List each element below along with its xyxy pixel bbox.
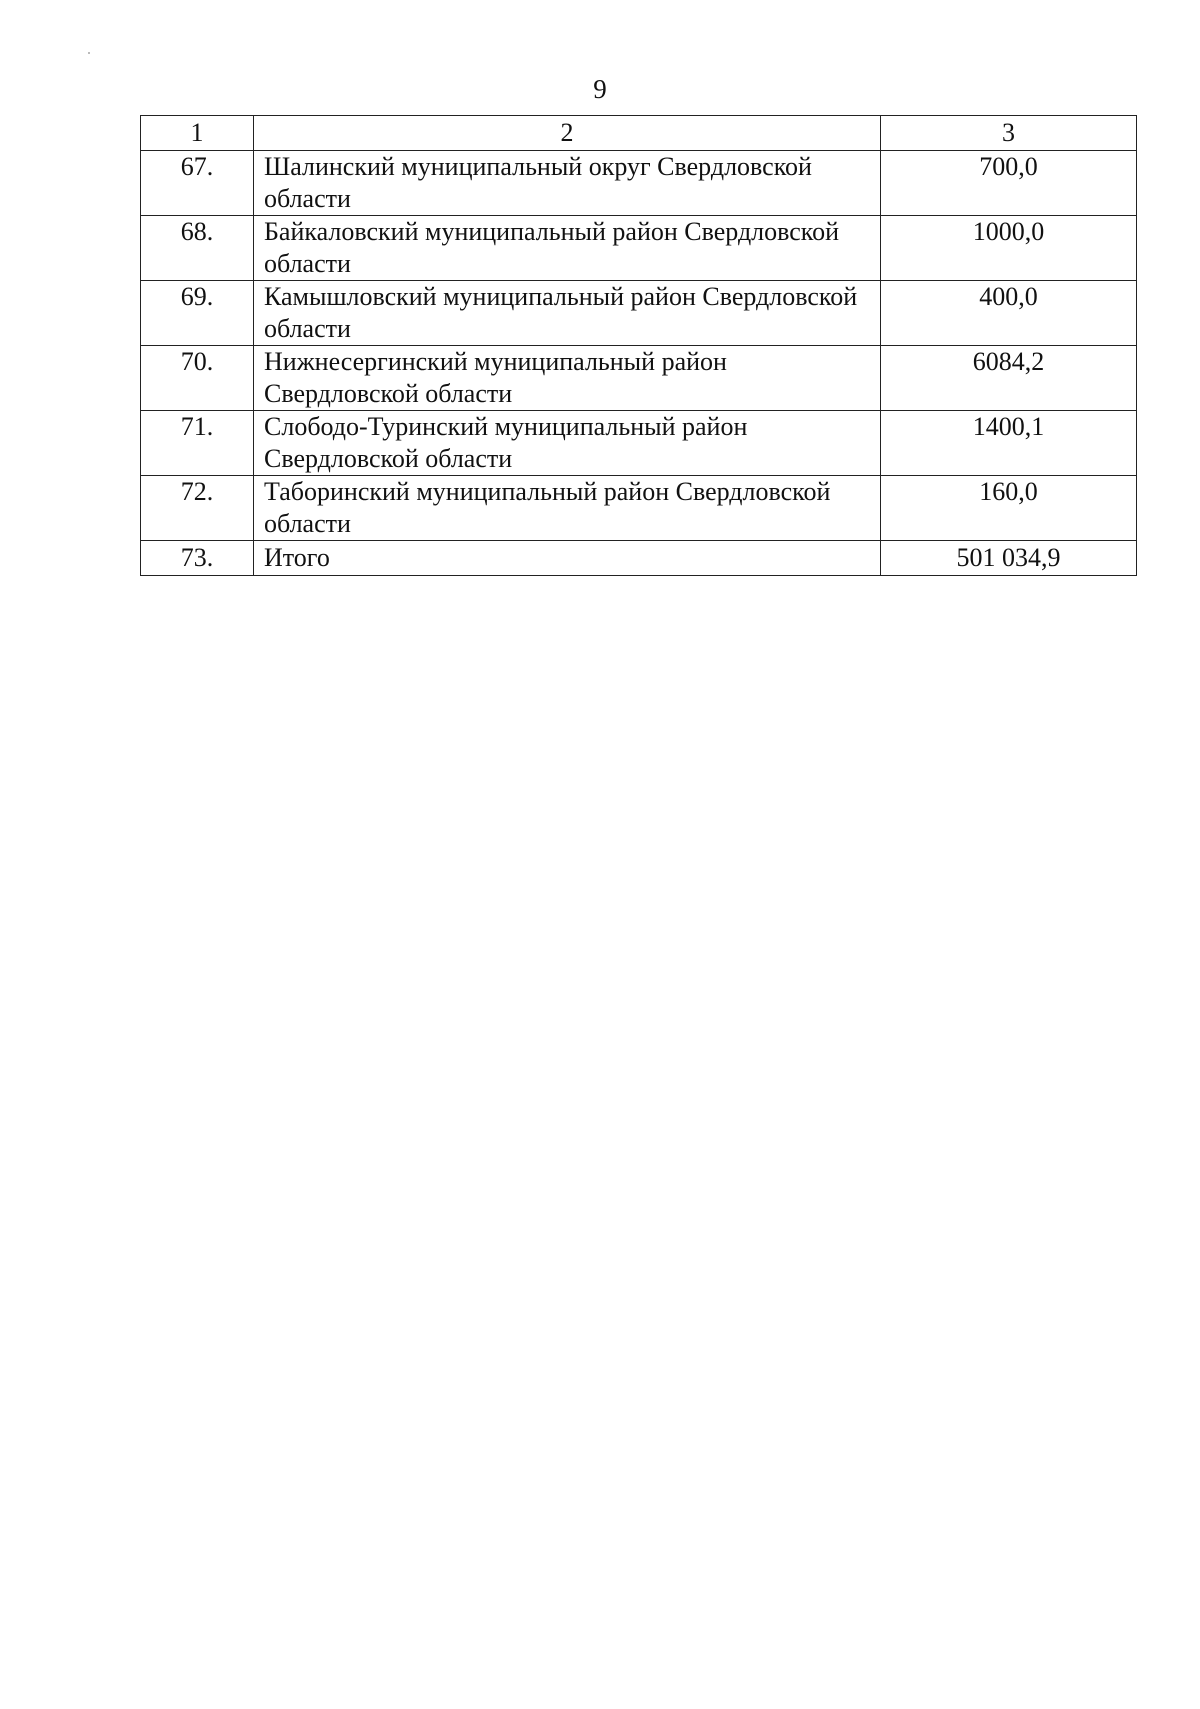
amount-value: 160,0 <box>881 476 1137 541</box>
row-number: 72. <box>141 476 254 541</box>
table-row <box>141 411 1137 476</box>
row-number: 71. <box>141 411 254 476</box>
municipality-name: Нижнесергинский муниципальный район Свердловской области <box>254 346 881 411</box>
header-cell-1: 1 <box>141 116 254 151</box>
row-number: 69. <box>141 281 254 346</box>
total-row-number: 73. <box>141 541 254 576</box>
total-label: Итого <box>254 541 881 576</box>
table-row <box>141 281 1137 346</box>
municipality-name: Байкаловский муниципальный район Свердловской области <box>254 216 881 281</box>
allocation-table <box>140 115 1137 576</box>
table-row <box>141 151 1137 216</box>
total-value: 501 034,9 <box>881 541 1137 576</box>
municipality-name: Камышловский муниципальный район Свердловской области <box>254 281 881 346</box>
table-row <box>141 346 1137 411</box>
scan-speck <box>88 52 90 54</box>
amount-value: 1400,1 <box>881 411 1137 476</box>
municipality-name: Шалинский муниципальный округ Свердловской области <box>254 151 881 216</box>
page-number: 9 <box>593 74 607 104</box>
table-row <box>141 476 1137 541</box>
header-cell-3: 3 <box>881 116 1137 151</box>
municipality-name: Слободо-Туринский муниципальный район Свердловской области <box>254 411 881 476</box>
table-total-row <box>141 541 1137 576</box>
amount-value: 6084,2 <box>881 346 1137 411</box>
amount-value: 700,0 <box>881 151 1137 216</box>
amount-value: 400,0 <box>881 281 1137 346</box>
header-cell-2: 2 <box>254 116 881 151</box>
municipality-name: Таборинский муниципальный район Свердловской области <box>254 476 881 541</box>
table-row <box>141 216 1137 281</box>
table-header-row <box>141 116 1137 151</box>
row-number: 67. <box>141 151 254 216</box>
row-number: 70. <box>141 346 254 411</box>
amount-value: 1000,0 <box>881 216 1137 281</box>
row-number: 68. <box>141 216 254 281</box>
